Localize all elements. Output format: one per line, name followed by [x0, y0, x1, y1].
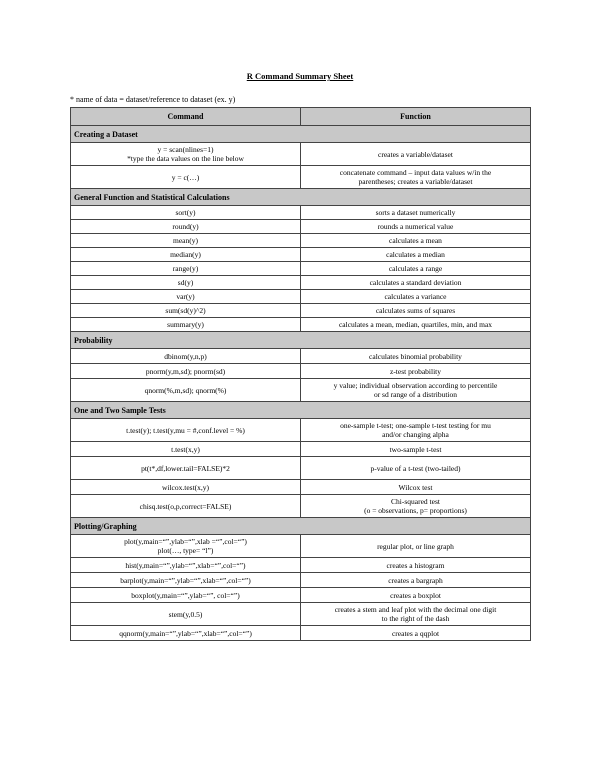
function-text: creates a stem and leaf plot with the decimal one digit: [334, 605, 497, 614]
function-text: Wilcox test: [398, 482, 433, 492]
function-column-header: Function: [301, 108, 531, 126]
function-cell: [301, 143, 531, 166]
function-cell: [301, 262, 531, 276]
command-cell: [71, 166, 301, 189]
command-cell: [71, 573, 301, 588]
function-cell: [301, 419, 531, 442]
command-cell: [71, 364, 301, 379]
table-row: [71, 349, 531, 364]
command-text: stem(y,0.5): [168, 609, 203, 619]
command-text: chisq.test(o,p,correct=FALSE): [139, 501, 232, 511]
function-cell: [301, 166, 531, 189]
command-text: median(y): [170, 250, 201, 259]
command-text: boxplot(y,main=“”,ylab=“”, col=“”): [131, 590, 240, 600]
function-text: two-sample t-test: [389, 444, 442, 454]
command-cell: [71, 495, 301, 518]
function-cell: [301, 364, 531, 379]
section-header-row: [71, 402, 531, 419]
command-text: qnorm(%,m,sd); qnorm(%): [144, 385, 227, 395]
command-cell: [71, 206, 301, 220]
command-text: sd(y): [177, 278, 194, 287]
table-row: [71, 364, 531, 379]
table-row: [71, 379, 531, 402]
command-text: *type the data values on the line below: [127, 154, 244, 163]
function-cell: [301, 304, 531, 318]
note-text: * name of data = dataset/reference to dataset (ex. y): [70, 95, 236, 104]
command-cell: [71, 480, 301, 495]
command-text: qqnorm(y,main=“”,ylab=“”,xlab=“”,col=“”): [119, 628, 252, 638]
command-text: range(y): [172, 264, 199, 273]
command-cell: [71, 290, 301, 304]
command-cell: [71, 234, 301, 248]
command-table: [70, 107, 531, 641]
command-text: pt(t*,df,lower.tail=FALSE)*2: [141, 463, 230, 473]
command-text: sort(y): [175, 208, 196, 217]
function-cell: [301, 234, 531, 248]
table-row: [71, 143, 531, 166]
function-text: or sd range of a distribution: [373, 390, 458, 399]
function-text: y value; individual observation according to percentile: [333, 381, 498, 390]
function-text: calculates a median: [386, 250, 445, 259]
function-text: parentheses; creates a variable/dataset: [358, 177, 473, 186]
table-row: [71, 603, 531, 626]
table-row: [71, 262, 531, 276]
function-text: (o = observations, p= proportions): [364, 506, 467, 515]
command-cell: [71, 304, 301, 318]
command-cell: [71, 535, 301, 558]
section-title: One and Two Sample Tests: [71, 402, 531, 419]
table-row: [71, 304, 531, 318]
function-text: to the right of the dash: [381, 614, 450, 623]
function-text: Chi-squared test: [391, 497, 440, 506]
function-text: creates a boxplot: [390, 590, 441, 600]
command-text: y = scan(nlines=1): [157, 145, 214, 154]
table-row: [71, 318, 531, 332]
command-text: barplot(y,main=“”,ylab=“”,xlab=“”,col=“”): [120, 575, 251, 585]
function-text: creates a qqplot: [391, 628, 440, 638]
table-row: [71, 495, 531, 518]
section-title: General Function and Statistical Calculations: [71, 189, 531, 206]
function-text: calculates binomial probability: [369, 351, 462, 361]
function-cell: [301, 276, 531, 290]
section-header-row: [71, 332, 531, 349]
function-cell: [301, 573, 531, 588]
function-text: creates a variable/dataset: [378, 149, 453, 159]
function-cell: [301, 480, 531, 495]
function-text: z-test probability: [389, 366, 442, 376]
table-row: [71, 558, 531, 573]
table-row: [71, 166, 531, 189]
table-row: [71, 248, 531, 262]
function-cell: [301, 457, 531, 480]
section-header-row: [71, 126, 531, 143]
function-cell: [301, 220, 531, 234]
function-text: sorts a dataset numerically: [375, 208, 456, 217]
function-text: creates a histogram: [386, 560, 445, 570]
command-column-header: Command: [71, 108, 301, 126]
command-text: hist(y,main=“”,ylab=“”,xlab=“”,col=“”): [125, 560, 246, 570]
command-cell: [71, 276, 301, 290]
function-text: regular plot, or line graph: [377, 541, 454, 551]
command-text: t.test(x,y): [171, 444, 200, 454]
function-cell: [301, 290, 531, 304]
command-text: y = c(…): [171, 172, 200, 182]
function-cell: [301, 442, 531, 457]
section-header-row: [71, 189, 531, 206]
function-cell: [301, 206, 531, 220]
function-text: calculates a mean, median, quartiles, min, and max: [338, 320, 493, 329]
table-row: [71, 588, 531, 603]
table-row: [71, 457, 531, 480]
function-text: and/or changing alpha: [382, 430, 449, 439]
function-text: creates a bargraph: [388, 575, 443, 585]
page-title: R Command Summary Sheet: [246, 71, 354, 81]
command-text: var(y): [176, 292, 195, 301]
table-header-row: [71, 108, 531, 126]
command-text: round(y): [172, 222, 199, 231]
function-cell: [301, 349, 531, 364]
table-row: [71, 573, 531, 588]
command-cell: [71, 349, 301, 364]
function-cell: [301, 535, 531, 558]
section-title: Probability: [71, 332, 531, 349]
section-header-row: [71, 518, 531, 535]
table-row: [71, 220, 531, 234]
table-row: [71, 206, 531, 220]
command-text: summary(y): [167, 320, 204, 329]
function-cell: [301, 248, 531, 262]
function-cell: [301, 495, 531, 518]
command-text: dbinom(y,n,p): [164, 351, 207, 361]
command-text: plot(…, type= “l”): [157, 546, 214, 555]
command-cell: [71, 457, 301, 480]
command-text: pnorm(y,m,sd); pnorm(sd): [145, 366, 226, 376]
function-cell: [301, 379, 531, 402]
function-cell: [301, 588, 531, 603]
function-cell: [301, 603, 531, 626]
function-text: calculates sums of squares: [375, 306, 456, 315]
command-cell: [71, 626, 301, 641]
command-text: mean(y): [173, 236, 198, 245]
table-row: [71, 234, 531, 248]
table-row: [71, 626, 531, 641]
command-cell: [71, 603, 301, 626]
function-text: calculates a variance: [384, 292, 447, 301]
command-cell: [71, 262, 301, 276]
table-row: [71, 535, 531, 558]
command-cell: [71, 588, 301, 603]
function-text: calculates a mean: [389, 236, 442, 245]
table-row: [71, 480, 531, 495]
command-cell: [71, 318, 301, 332]
function-text: calculates a standard deviation: [369, 278, 462, 287]
section-title: Plotting/Graphing: [71, 518, 531, 535]
command-cell: [71, 248, 301, 262]
command-cell: [71, 220, 301, 234]
function-cell: [301, 318, 531, 332]
command-text: sum(sd(y)^2): [165, 306, 206, 315]
table-row: [71, 442, 531, 457]
function-text: one-sample t-test; one-sample t-test testing for mu: [340, 421, 491, 430]
table-row: [71, 276, 531, 290]
command-cell: [71, 379, 301, 402]
command-text: wilcox.test(x,y): [161, 482, 210, 492]
function-cell: [301, 558, 531, 573]
table-row: [71, 290, 531, 304]
command-cell: [71, 143, 301, 166]
command-cell: [71, 419, 301, 442]
command-text: plot(y,main=“”,ylab=“”,xlab =“”,col=“”): [124, 537, 247, 546]
command-text: t.test(y); t.test(y,mu = #,conf.level = %): [126, 425, 245, 435]
function-text: p-value of a t-test (two-tailed): [370, 463, 461, 473]
function-text: concatenate command – input data values w/in the: [339, 168, 492, 177]
function-cell: [301, 626, 531, 641]
function-text: calculates a range: [388, 264, 443, 273]
table-row: [71, 419, 531, 442]
function-text: rounds a numerical value: [377, 222, 454, 231]
section-title: Creating a Dataset: [71, 126, 531, 143]
command-cell: [71, 558, 301, 573]
command-cell: [71, 442, 301, 457]
